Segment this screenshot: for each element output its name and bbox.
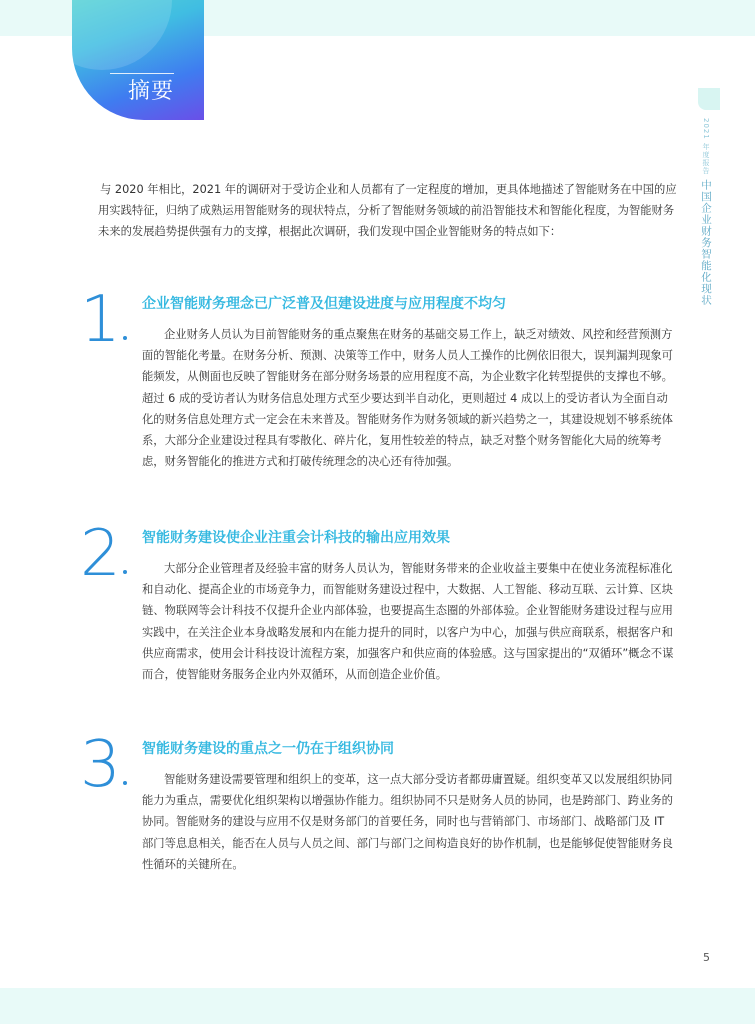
page-title: 摘要 [128,79,175,104]
section-body: 智能财务建设需要管理和组织上的变革，这一点大部分受访者都毋庸置疑。组织变革又以发展组织协同能力为重点，需要优化组织架构以增强协作能力。组织协同不只是财务人员的协同，也是跨部门、跨业务的协同。智能财务的建设与应用不仅是财务部门的首要任务，同时也与营销部门、市场部门、战略部门及 IT 部门等息息相关，能否在人员与人员之间、部门与部门之间构造良好的协作机制，也是能够促使智能财务良性循环的关键所在。 [142,773,673,871]
side-tab [698,88,720,110]
section-body: 大部分企业管理者及经验丰富的财务人员认为，智能财务带来的企业收益主要集中在使业务流程标准化和自动化、提高企业的市场竞争力，而智能财务建设过程中，大数据、人工智能、移动互联、云计算、区块链、物联网等会计科技不仅提升企业内部体验，也要提高生态圈的外部体验。企业智能财务建设过程与应用实践中，在关注企业本身战略发展和内在能力提升的同时，以客户为中心，加强与供应商联系，根据客户和供应商需求，使用会计科技设计流程方案，加强客户和供应商的体验感。这与国家提出的“双循环”概念不谋而合，使智能财务服务企业内外双循环，从而创造企业价值。 [142,562,674,682]
side-year-label: 2021 年度报告 [702,118,710,176]
header-gloss [72,0,172,70]
page-number: 5 [703,951,710,964]
bottom-band [0,988,755,1024]
intro-paragraph: 与 2020 年相比，2021 年的调研对于受访企业和人员都有了一定程度的增加，更具体地描述了智能财务在中国的应用实践特征，归纳了成熟运用智能财务的现状特点，分析了智能财务领域的前沿智能技术和智能化程度，为智能财务未来的发展趋势提供强有力的支撑，根据此次调研，我们发现中国企业智能财务的特点如下： [98,183,677,238]
section-number-dot [123,781,127,785]
section-number-dot [123,336,127,340]
section-number: 2 [80,517,121,591]
section-number: 3 [80,728,121,802]
section-number-dot [123,570,127,574]
section-title: 企业智能财务理念已广泛普及但建设进度与应用程度不均匀 [142,296,506,312]
section-body: 企业财务人员认为目前智能财务的重点聚焦在财务的基础交易工作上，缺乏对绩效、风控和经营预测方面的智能化考量。在财务分析、预测、决策等工作中，财务人员人工操作的比例依旧很大，误判漏判现象可能频发，从侧面也反映了智能财务在部分财务场景的应用程度不高，为企业数字化转型提供的支撑也不够。超过 6 成的受访者认为财务信息处理方式至少要达到半自动化，更则超过 4 成以上的受访者认为全面自动化的财务信息处理方式一定会在未来普及。智能财务作为财务领域的新兴趋势之一，其建设规划不够系统体系，大部分企业建设过程具有零散化、碎片化，复用性较差的特点，缺乏对整个财务智能化大局的统筹考虑，财务智能化的推进方式和打破传统理念的决心还有待加强。 [142,328,673,469]
section-title: 智能财务建设的重点之一仍在于组织协同 [142,741,394,757]
side-report-title: 中国企业财务智能化现状 [700,179,712,306]
section-title: 智能财务建设使企业注重会计科技的输出应用效果 [142,530,450,546]
side-report-label [699,118,714,306]
section-number: 1 [80,283,121,357]
